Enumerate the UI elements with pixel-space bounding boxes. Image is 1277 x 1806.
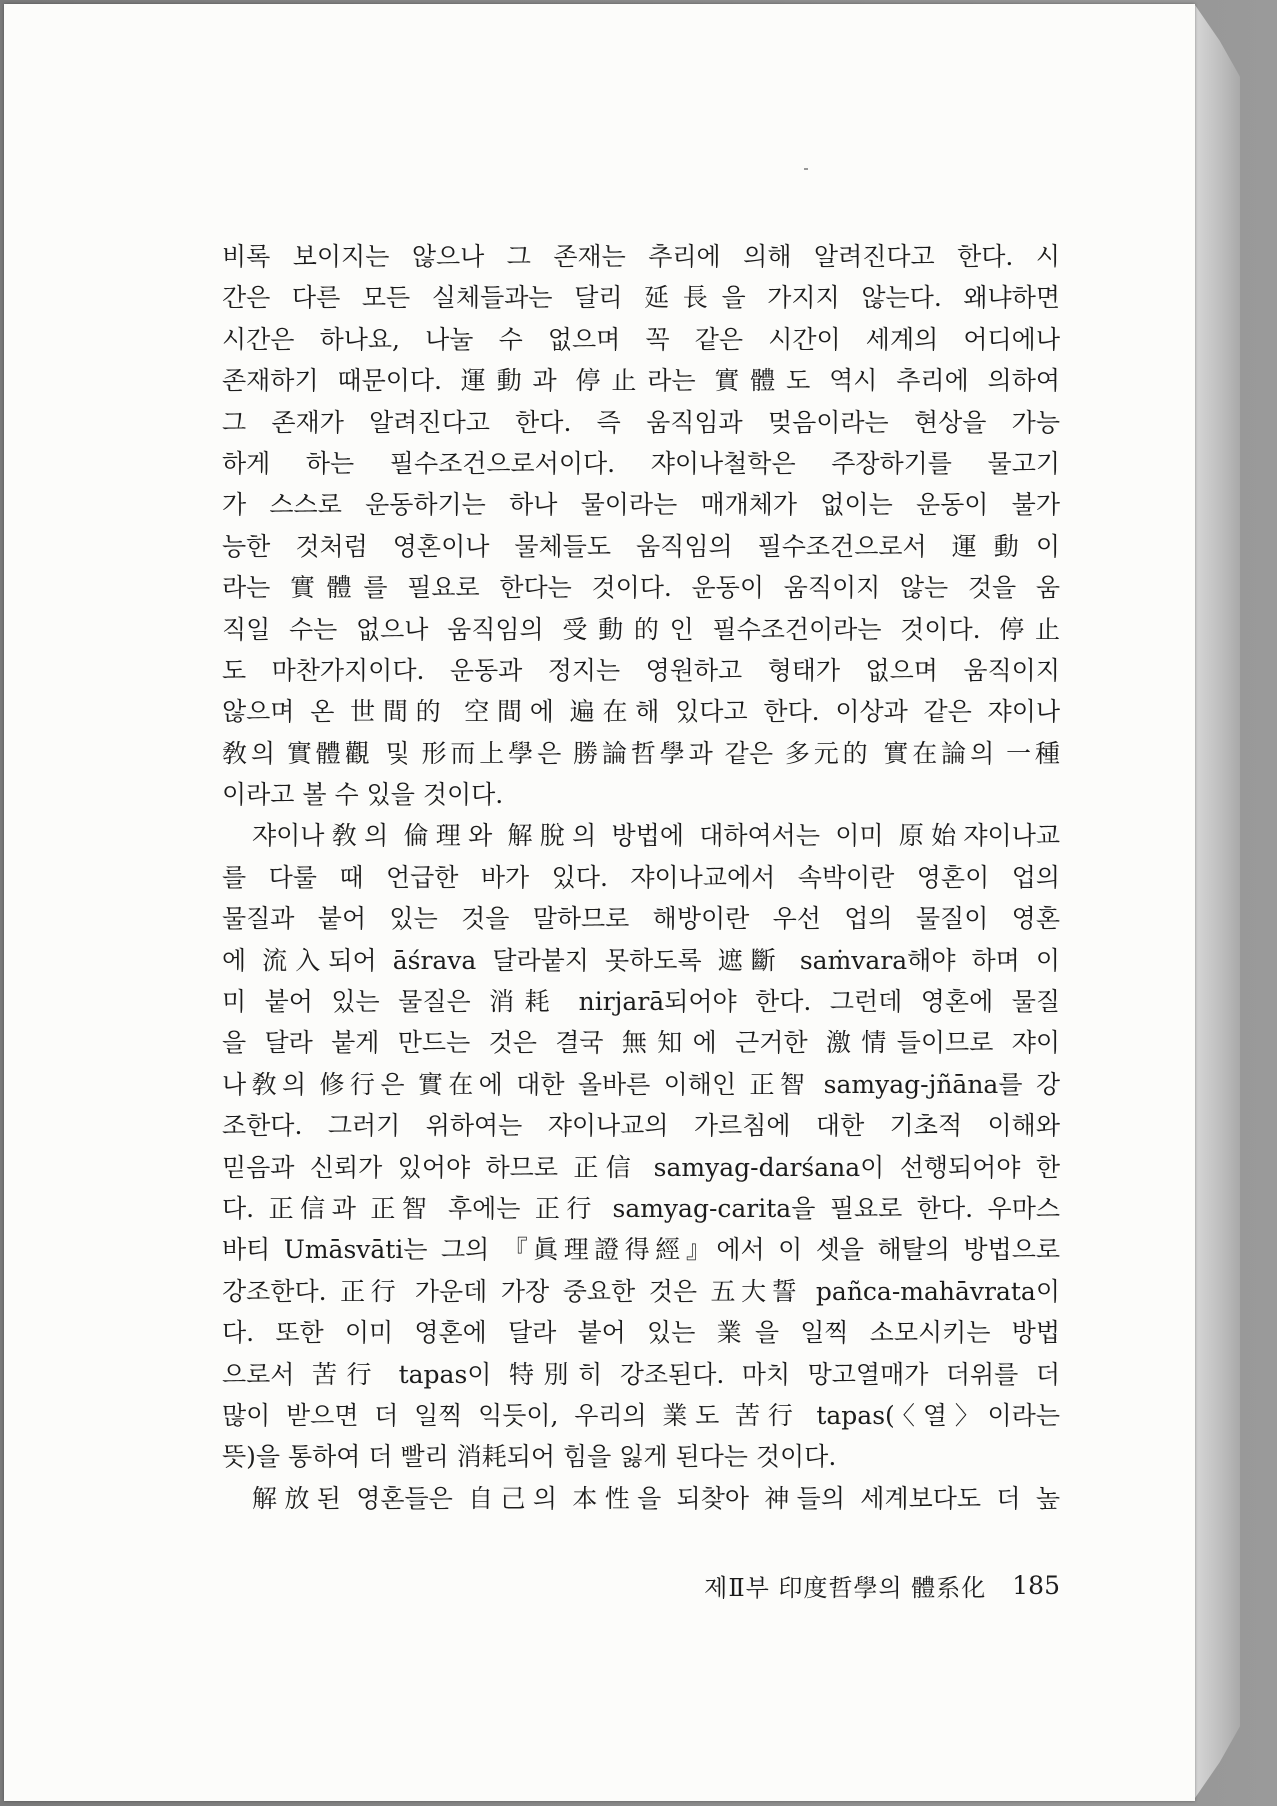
text-line: 나敎의 修行은 實在에 대한 올바른 이해인 正智 samyag-jñāna를 강 xyxy=(222,1069,1060,1099)
text-line: 도 마찬가지이다. 운동과 정지는 영원하고 형태가 없으며 움직이지 xyxy=(222,655,1060,685)
page-footer xyxy=(660,1565,1060,1605)
paper-speck xyxy=(804,168,808,170)
text-line: 직일 수는 없으나 움직임의 受動的인 필수조건이라는 것이다. 停止 xyxy=(222,614,1060,644)
text-line: 물질과 붙어 있는 것을 말하므로 해방이란 우선 업의 물질이 영혼 xyxy=(222,904,1060,934)
body-text xyxy=(222,236,1060,1519)
text-line: 바티 Umāsvāti는 그의 『眞理證得經』에서 이 셋을 해탈의 방법으로 xyxy=(222,1235,1060,1265)
text-line: 에 流入되어 āśrava 달라붙지 못하도록 遮斷 saṁvara해야 하며 이 xyxy=(222,945,1060,975)
text-line: 다. 正信과 正智 후에는 正行 samyag-carita을 필요로 한다. 우마스 xyxy=(222,1193,1060,1223)
running-footer-title: 제Ⅱ부 印度哲學의 體系化 xyxy=(704,1573,987,1602)
text-line: 解放된 영혼들은 自己의 本性을 되찾아 神들의 세계보다도 더 높 xyxy=(252,1483,1060,1513)
text-line: 존재하기 때문이다. 運動과 停止라는 實體도 역시 추리에 의하여 xyxy=(222,366,1060,396)
text-line: 강조한다. 正行 가운데 가장 중요한 것은 五大誓 pañca-mahāvrata이 xyxy=(222,1276,1060,1306)
text-line: 를 다룰 때 언급한 바가 있다. 쟈이나교에서 속박이란 영혼이 업의 xyxy=(222,862,1060,892)
text-line: 뜻)을 통하여 더 빨리 消耗되어 힘을 잃게 된다는 것이다. xyxy=(222,1442,837,1472)
text-line: 으로서 苦行 tapas이 特別히 강조된다. 마치 망고열매가 더위를 더 xyxy=(222,1359,1060,1389)
text-line: 시간은 하나요, 나눌 수 없으며 꼭 같은 시간이 세계의 어디에나 xyxy=(222,324,1060,354)
text-line: 하게 하는 필수조건으로서이다. 쟈이나철학은 주장하기를 물고기 xyxy=(222,448,1060,478)
text-line: 가 스스로 운동하기는 하나 물이라는 매개체가 없이는 운동이 불가 xyxy=(222,490,1060,520)
text-line: 그 존재가 알려진다고 한다. 즉 움직임과 멎음이라는 현상을 가능 xyxy=(222,407,1060,437)
text-line: 다. 또한 이미 영혼에 달라 붙어 있는 業을 일찍 소모시키는 방법 xyxy=(222,1318,1060,1348)
text-line: 않으며 온 世間的 空間에 遍在해 있다고 한다. 이상과 같은 쟈이나 xyxy=(222,697,1060,727)
text-line: 이라고 볼 수 있을 것이다. xyxy=(222,780,504,810)
text-line: 을 달라 붙게 만드는 것은 결국 無知에 근거한 激情들이므로 쟈이 xyxy=(222,1028,1060,1058)
text-line: 비록 보이지는 않으나 그 존재는 추리에 의해 알려진다고 한다. 시 xyxy=(222,242,1060,271)
text-line: 능한 것처럼 영혼이나 물체들도 움직임의 필수조건으로서 運動이 xyxy=(222,531,1060,561)
text-line: 간은 다른 모든 실체들과는 달리 延長을 가지지 않는다. 왜냐하면 xyxy=(222,283,1060,313)
text-line: 敎의 實體觀 및 形而上學은 勝論哲學과 같은 多元的 實在論의 一種 xyxy=(222,738,1060,768)
text-line: 미 붙어 있는 물질은 消耗 nirjarā되어야 한다. 그런데 영혼에 물질 xyxy=(222,987,1060,1017)
text-line: 믿음과 신뢰가 있어야 하므로 正信 samyag-darśana이 선행되어야 한 xyxy=(222,1152,1060,1182)
text-line: 많이 받으면 더 일찍 익듯이, 우리의 業도 苦行 tapas(〈열〉이라는 xyxy=(222,1400,1060,1430)
text-line: 라는 實體를 필요로 한다는 것이다. 운동이 움직이지 않는 것을 움 xyxy=(222,573,1060,603)
text-line: 조한다. 그러기 위하여는 쟈이나교의 가르침에 대한 기초적 이해와 xyxy=(222,1111,1060,1141)
text-line: 쟈이나敎의 倫理와 解脫의 방법에 대하여서는 이미 原始쟈이나교 xyxy=(252,821,1060,851)
page-number: 185 xyxy=(1012,1570,1060,1600)
page-edge xyxy=(1195,5,1240,1798)
